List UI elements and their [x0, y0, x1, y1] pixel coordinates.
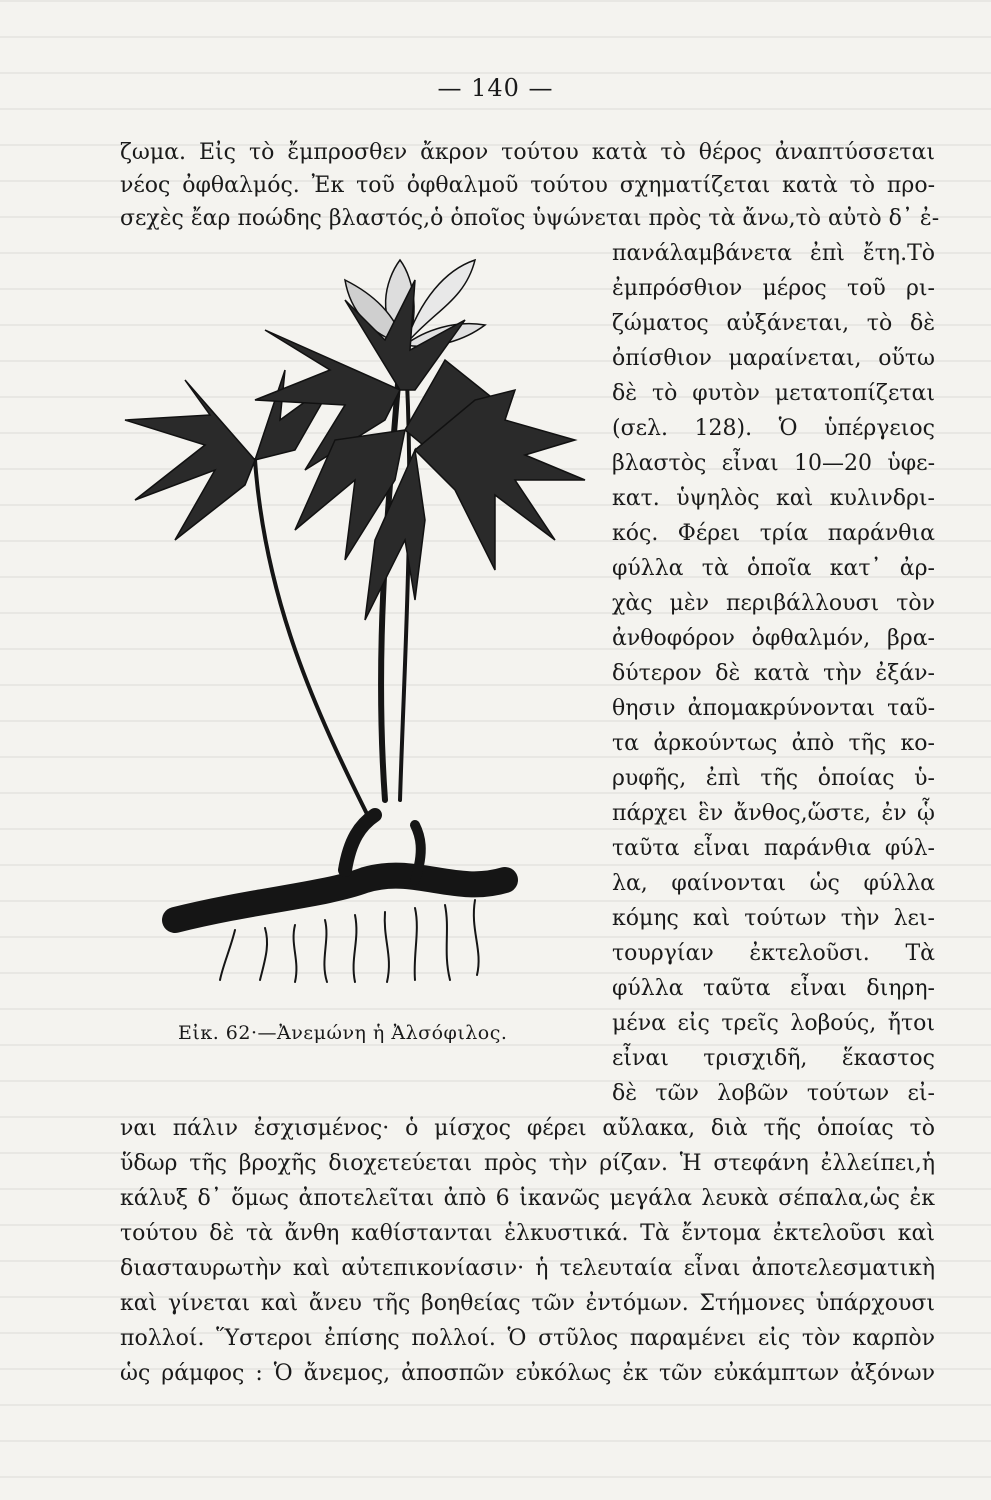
- text-line: κός. Φέρει τρία παράνθια: [612, 521, 935, 546]
- text-line: τουργίαν ἐκτελοῦσι. Τὰ: [612, 941, 935, 966]
- text-line: δὲ τὸ φυτὸν μετατοπίζεται: [612, 381, 935, 406]
- text-line: ρυφῆς, ἐπὶ τῆς ὁποίας ὑ-: [612, 766, 935, 791]
- figure-caption: Εἰκ. 62·—Ἀνεμώνη ἡ Ἀλσόφιλος.: [178, 1022, 508, 1044]
- text-line: πολλοί. Ὕστεροι ἐπίσης πολλοί. Ὁ στῦλος παραμένει εἰς τὸν καρπὸν: [120, 1326, 935, 1351]
- text-line: ὡς ράμφος : Ὁ ἄνεμος, ἀποσπῶν εὐκόλως ἐκ τῶν εὐκάμπτων ἀξόνων: [120, 1361, 935, 1386]
- text-line: κατ. ὑψηλὸς καὶ κυλινδρι-: [612, 486, 935, 511]
- text-line: ἐμπρόσθιον μέρος τοῦ ρι-: [612, 276, 935, 301]
- text-line: πανάλαμβάνετα ἐπὶ ἔτη.Τὸ: [612, 241, 935, 266]
- text-line: δὲ τῶν λοβῶν τούτων εἰ-: [612, 1081, 935, 1106]
- flower-stem: [400, 345, 409, 800]
- text-line: ὀπίσθιον μαραίνεται, οὕτω: [612, 346, 935, 371]
- root: [220, 930, 235, 980]
- text-line: λα, φαίνονται ὡς φύλλα: [612, 871, 935, 896]
- text-line: ταῦτα εἶναι παράνθια φύλ-: [612, 836, 935, 861]
- text-line: δύτερον δὲ κατὰ τὴν ἐξάν-: [612, 661, 935, 686]
- text-line: ὕδωρ τῆς βροχῆς διοχετεύεται πρὸς τὴν ρίζαν. Ἡ στεφάνη ἐλλείπει,ἡ: [120, 1151, 935, 1176]
- text-line: κόμης καὶ τούτων τὴν λει-: [612, 906, 935, 931]
- text-line: ζωμα. Εἰς τὸ ἔμπροσθεν ἄκρον τούτου κατὰ τὸ θέρος ἀναπτύσσεται: [120, 140, 935, 165]
- text-line: μένα εἰς τρεῖς λοβούς, ἤτοι: [612, 1011, 935, 1036]
- text-line: ἀνθοφόρον ὀφθαλμόν, βρα-: [612, 626, 935, 651]
- text-line: εἶναι τρισχιδῆ, ἕκαστος: [612, 1046, 935, 1071]
- text-line: τούτου δὲ τὰ ἄνθη καθίστανται ἑλκυστικά. Τὰ ἔντομα ἐκτελοῦσι καὶ: [120, 1221, 935, 1246]
- text-line: τα ἀρκούντως ἀπὸ τῆς κο-: [612, 731, 935, 756]
- page-number: — 140 —: [437, 74, 554, 102]
- text-line: ζώματος αὐξάνεται, τὸ δὲ: [612, 311, 935, 336]
- rhizome: [175, 876, 505, 920]
- text-line: φύλλα τὰ ὁποῖα κατ᾽ ἀρ-: [612, 556, 935, 581]
- text-line: ναι πάλιν ἐσχισμένος· ὁ μίσχος φέρει αὔλακα, διὰ τῆς ὁποίας τὸ: [120, 1116, 935, 1141]
- text-line: βλαστὸς εἶναι 10—20 ὑφε-: [612, 451, 935, 476]
- text-line: θησιν ἀπομακρύνονται ταῦ-: [612, 696, 935, 721]
- text-line: σεχὲς ἔαρ ποώδης βλαστός,ὁ ὁποῖος ὑψώνεται πρὸς τὰ ἄνω,τὸ αὐτὸ δ᾽ ἐ-: [120, 206, 940, 231]
- text-line: πάρχει ἓν ἄνθος,ὥστε, ἐν ᾧ: [612, 801, 935, 826]
- text-line: χὰς μὲν περιβάλλουσι τὸν: [612, 591, 935, 616]
- text-line: φύλλα ταῦτα εἶναι διηρη-: [612, 976, 935, 1001]
- text-line: νέος ὀφθαλμός. Ἐκ τοῦ ὀφθαλμοῦ τούτου σχηματίζεται κατὰ τὸ προ-: [120, 173, 935, 198]
- text-line: καὶ γίνεται καὶ ἄνευ τῆς βοηθείας τῶν ἐντόμων. Στήμονες ὑπάρχουσι: [120, 1291, 935, 1316]
- text-line: (σελ. 128). Ὁ ὑπέργειος: [612, 416, 935, 441]
- leaf: [125, 380, 255, 540]
- anemone-illustration: [115, 240, 605, 985]
- text-line: διασταυρωτὴν καὶ αὐτεπικονίασιν· ἡ τελευταία εἶναι ἀποτελεσματικὴ: [120, 1256, 935, 1281]
- text-line: κάλυξ δ᾽ ὅμως ἀποτελεῖται ἀπὸ 6 ἱκανῶς μεγάλα λευκὰ σέπαλα,ὡς ἐκ: [120, 1186, 935, 1211]
